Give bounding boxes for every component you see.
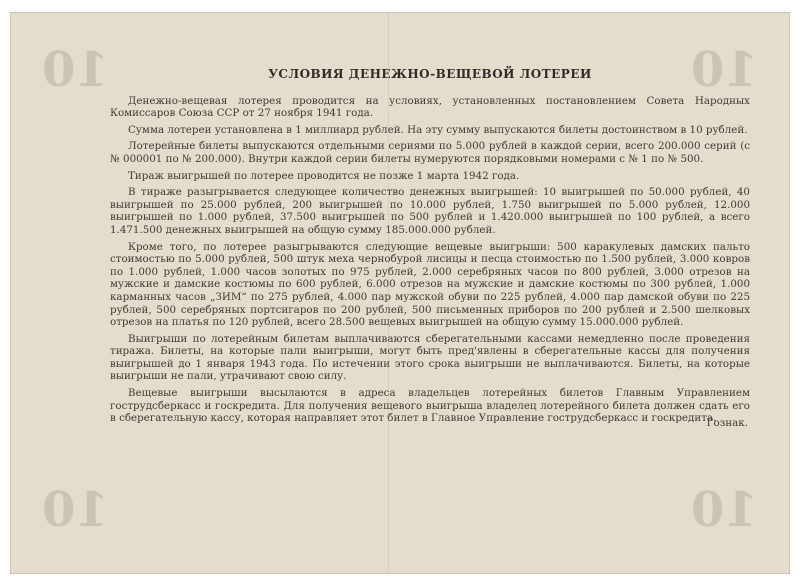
denomination-watermark: 10: [42, 482, 109, 538]
paragraph-sum: Сумма лотереи установлена в 1 миллиард рублей. На эту сумму выпускаются билеты достоинством в 10 рублей.: [128, 123, 748, 136]
paragraph-delivery: Вещевые выигрыши высылаются в адреса владельцев лотерейных билетов Главным Управлением гострудсберкасс и госкредита. Для получения вещевого выигрыша владелец лотерейного билета должен сдать его в сберегательную кассу, которая направляет этот билет в Главное Управление гострудсберкасс и госкредита.: [110, 387, 750, 425]
paragraph-decree: Денежно-вещевая лотерея проводится на условиях, установленных постановлением Совета Народных Комиссаров Союза ССР от 27 ноября 1941 года.: [110, 94, 750, 120]
lottery-conditions-text: [110, 68, 750, 429]
denomination-watermark: 10: [691, 482, 758, 538]
denomination-watermark: 10: [691, 42, 758, 98]
paragraph-series: Лотерейные билеты выпускаются отдельными сериями по 5.000 рублей в каждой серии, всего 200.000 серий (с № 000001 по № 200.000). Внутри каждой серии билеты нумеруются порядковыми номерами с № 1 по № 500.: [110, 140, 750, 165]
document-title: УСЛОВИЯ ДЕНЕЖНО-ВЕЩЕВОЙ ЛОТЕРЕИ: [268, 67, 592, 81]
paragraph-cash-prizes: В тираже разыгрывается следующее количество денежных выигрышей: 10 выигрышей по 50.000 рублей, 40 выигрышей по 25.000 рублей, 200 выигрышей по 10.000 рублей, 1.750 выигрышей по 5.000 рублей, 12.000 выигрышей по 1.000 рублей, 37.500 выигрышей по 500 рублей и 1.420.000 выигрышей по 100 рублей, а всего 1.471.500 денежных выигрышей на общую сумму 185.000.000 рублей.: [110, 186, 750, 236]
lottery-ticket-back: [10, 12, 790, 574]
denomination-watermark: 10: [42, 42, 109, 98]
paragraph-payout: Выигрыши по лотерейным билетам выплачиваются сберегательными кассами немедленно после проведения тиража. Билеты, на которые пали выигрыши, могут быть пред'явлены в сберегательные кассы для получения выигрышей до 1 января 1943 года. По истечении этого срока выигрыши не выплачиваются. Билеты, на которые выигрыши не пали, утрачивают свою силу.: [110, 332, 750, 383]
paragraph-goods-prizes: Кроме того, по лотерее разыгрываются следующие вещевые выигрыши: 500 каракулевых дамских пальто стоимостью по 5.000 рублей, 500 штук меха чернобурой лисицы и песца стоимостью по 1.500 рублей, 3.000 ковров по 1.000 рублей, 1.000 часов золотых по 975 рублей, 2.000 серебряных часов по 800 рублей, 3.000 отрезов на мужские и дамские костюмы по 600 рублей, 6.000 отрезов на мужские и дамские костюмы по 300 рублей, 1.000 карманных часов „ЗИМ“ по 275 рублей, 4.000 пар мужской обуви по 225 рублей, 4.000 пар дамской обуви по 225 рублей, 500 серебряных портсигаров по 200 рублей, 500 письменных приборов по 200 рублей и 2.500 шелковых отрезов на платья по 120 рублей, всего 28.500 вещевых выигрышей на общую сумму 15.000.000 рублей.: [110, 240, 750, 329]
paragraph-draw-date: Тираж выигрышей по лотерее проводится не позже 1 марта 1942 года.: [128, 169, 520, 182]
issuer-signature: Гознак.: [706, 416, 748, 429]
